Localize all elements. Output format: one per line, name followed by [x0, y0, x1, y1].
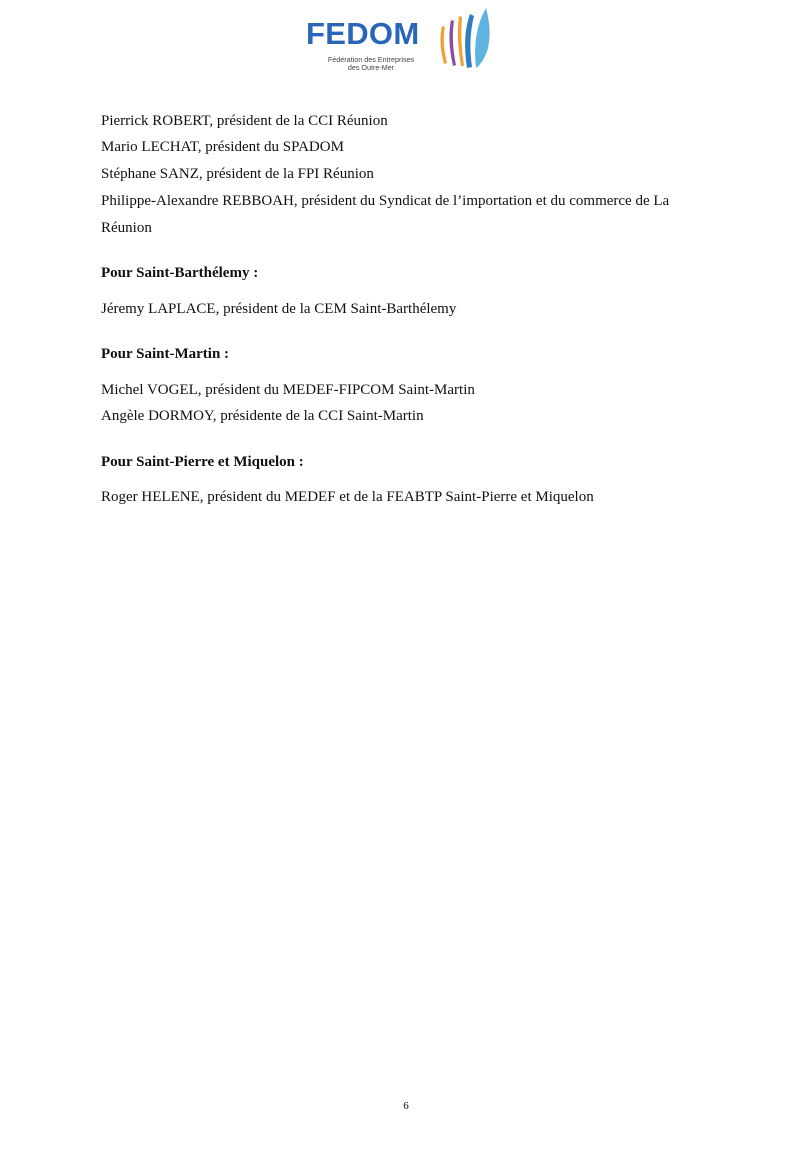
text-line-reunion: Réunion	[101, 220, 152, 236]
section-heading-saint-barthelemy: Pour Saint-Barthélemy :	[101, 265, 259, 281]
text-line-vogel: Michel VOGEL, président du MEDEF-FIPCOM Saint-Martin	[101, 382, 475, 398]
text-line-helene: Roger HELENE, président du MEDEF et de la FEABTP Saint-Pierre et Miquelon	[101, 489, 594, 505]
text-line-lechat: Mario LECHAT, président du SPADOM	[101, 139, 344, 155]
logo-stroke-orange	[440, 26, 447, 64]
logo-stroke-orange-2	[458, 16, 464, 66]
logo-subtitle-line1: Fédération des Entreprises	[327, 55, 415, 64]
section-heading-saint-pierre-miquelon: Pour Saint-Pierre et Miquelon :	[101, 454, 304, 470]
text-line-laplace: Jéremy LAPLACE, président de la CEM Saint-Barthélemy	[101, 301, 457, 317]
text-line-robert: Pierrick ROBERT, président de la CCI Réunion	[101, 113, 388, 129]
section-heading-saint-martin: Pour Saint-Martin :	[101, 346, 230, 362]
text-line-dormoy: Angèle DORMOY, présidente de la CCI Saint-Martin	[101, 408, 424, 424]
logo-stroke-lightblue	[475, 8, 489, 68]
logo-stroke-blue	[465, 14, 474, 68]
logo-wordmark: FEDOM	[306, 16, 420, 51]
fedom-logo	[306, 8, 498, 74]
logo-mark-icon	[436, 8, 498, 74]
logo-stroke-purple	[449, 20, 456, 66]
page-number: 6	[403, 1100, 409, 1112]
text-line-sanz: Stéphane SANZ, président de la FPI Réunion	[101, 166, 374, 182]
text-line-rebboah: Philippe-Alexandre REBBOAH, président du Syndicat de l’importation et du commerce de La	[101, 193, 670, 209]
logo-subtitle-line2: des Outre-Mer	[347, 63, 395, 72]
